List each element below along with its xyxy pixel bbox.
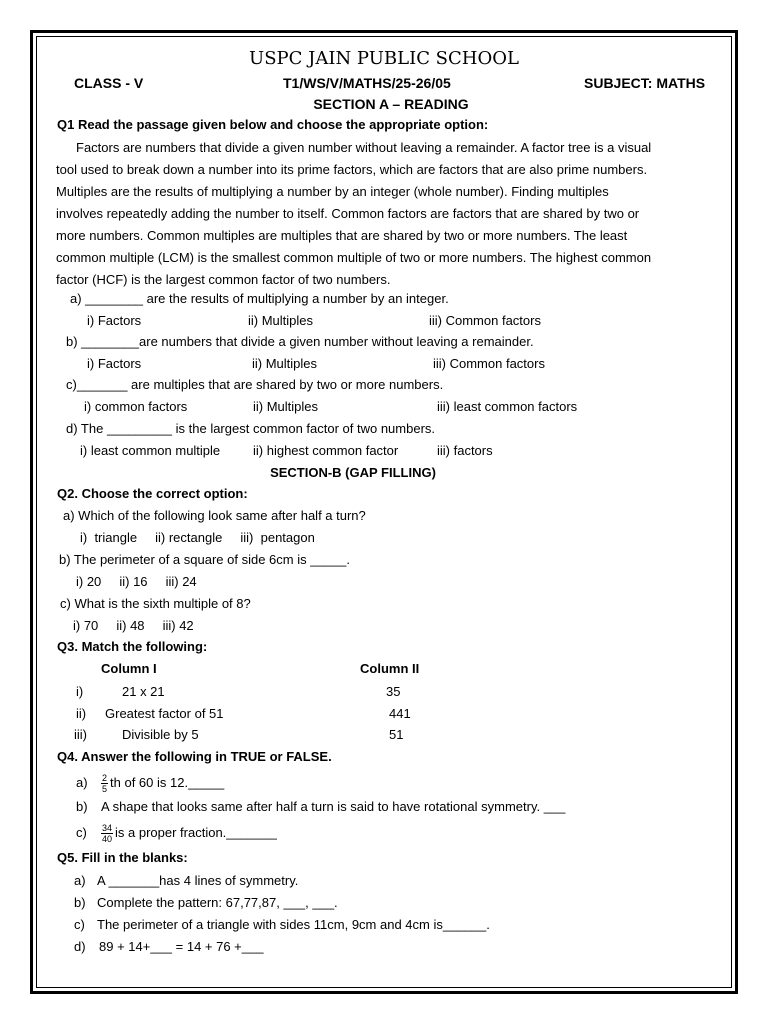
passage-line: Multiples are the results of multiplying a number by an integer (whole number). Finding multiples bbox=[56, 184, 609, 199]
passage-line: tool used to break down a number into its prime factors, which are factors that are also prime numbers. bbox=[56, 162, 648, 177]
section-a-heading: SECTION A – READING bbox=[313, 96, 469, 112]
q1c-option-1: i) common factors bbox=[84, 399, 188, 414]
q2c-question: c) What is the sixth multiple of 8? bbox=[60, 596, 251, 611]
q1c-question: c)_______ are multiples that are shared by two or more numbers. bbox=[66, 377, 444, 392]
q5d-statement: 89 + 14+___ = 14 + 76 +___ bbox=[99, 939, 264, 954]
q2a-question: a) Which of the following look same after half a turn? bbox=[63, 508, 366, 523]
match-row-number: ii) bbox=[76, 706, 87, 721]
q4-title: Q4. Answer the following in TRUE or FALSE. bbox=[57, 749, 332, 764]
q1b-option-1: i) Factors bbox=[87, 356, 142, 371]
q2b-options: i) 20 ii) 16 iii) 24 bbox=[76, 574, 197, 589]
match-row-right: 35 bbox=[386, 684, 401, 699]
match-row-left: Greatest factor of 51 bbox=[105, 706, 224, 721]
q4c-statement: $\frac{34}{40}$ is a proper fraction._______ bbox=[102, 822, 277, 844]
match-row-number: i) bbox=[76, 684, 84, 699]
q2-title: Q2. Choose the correct option: bbox=[57, 486, 248, 501]
school-name: USPC JAIN PUBLIC SCHOOL bbox=[249, 48, 519, 69]
q1c-option-3: iii) least common factors bbox=[437, 399, 578, 414]
worksheet-code: T1/WS/V/MATHS/25-26/05 bbox=[283, 75, 451, 91]
column-1-header: Column I bbox=[101, 661, 157, 676]
q2a-options: i) triangle ii) rectangle iii) pentagon bbox=[80, 530, 315, 545]
passage-line: more numbers. Common multiples are multiples that are shared by two or more numbers. The least bbox=[56, 228, 628, 243]
q1d-option-3: iii) factors bbox=[437, 443, 493, 458]
passage-line: Factors are numbers that divide a given number without leaving a remainder. A factor tree is a visual bbox=[76, 140, 652, 155]
passage-line: factor (HCF) is the largest common factor of two numbers. bbox=[56, 272, 391, 287]
q1d-option-1: i) least common multiple bbox=[80, 443, 221, 458]
q1b-option-2: ii) Multiples bbox=[252, 356, 318, 371]
q1a-question: a) ________ are the results of multiplying a number by an integer. bbox=[70, 291, 449, 306]
passage-line: common multiple (LCM) is the smallest common multiple of two or more numbers. The highest common bbox=[56, 250, 652, 265]
passage-line: involves repeatedly adding the number to itself. Common factors are factors that are shared by two or bbox=[56, 206, 640, 221]
q5a-label: a) bbox=[74, 873, 86, 888]
q3-title: Q3. Match the following: bbox=[57, 639, 208, 654]
match-row-right: 51 bbox=[389, 727, 404, 742]
match-row-left: 21 x 21 bbox=[122, 684, 165, 699]
q1c-option-2: ii) Multiples bbox=[253, 399, 319, 414]
q4a-statement: $\frac{2}{5}$ th of 60 is 12._____ bbox=[102, 772, 225, 794]
q1a-option-3: iii) Common factors bbox=[429, 313, 541, 328]
q5a-statement: A _______has 4 lines of symmetry. bbox=[97, 873, 299, 888]
q2b-question: b) The perimeter of a square of side 6cm is _____. bbox=[59, 552, 350, 567]
match-row-number: iii) bbox=[74, 727, 87, 742]
q4c-label: c) bbox=[76, 825, 87, 840]
match-row-right: 441 bbox=[389, 706, 411, 721]
q1-title: Q1 Read the passage given below and choose the appropriate option: bbox=[57, 117, 489, 132]
class-label: CLASS - V bbox=[74, 75, 144, 91]
q1d-option-2: ii) highest common factor bbox=[253, 443, 399, 458]
q1b-option-3: iii) Common factors bbox=[433, 356, 545, 371]
column-2-header: Column II bbox=[360, 661, 420, 676]
q1-passage bbox=[56, 137, 716, 291]
q5-title: Q5. Fill in the blanks: bbox=[57, 850, 188, 865]
q5c-statement: The perimeter of a triangle with sides 11cm, 9cm and 4cm is______. bbox=[97, 917, 490, 932]
section-b-heading: SECTION-B (GAP FILLING) bbox=[270, 465, 436, 480]
q4b-statement: A shape that looks same after half a turn is said to have rotational symmetry. ___ bbox=[101, 799, 566, 814]
q1a-option-1: i) Factors bbox=[87, 313, 142, 328]
subject-label: SUBJECT: MATHS bbox=[584, 75, 706, 91]
q5b-label: b) bbox=[74, 895, 86, 910]
q2c-options: i) 70 ii) 48 iii) 42 bbox=[73, 618, 194, 633]
match-row-left: Divisible by 5 bbox=[122, 727, 199, 742]
q4b-label: b) bbox=[76, 799, 88, 814]
q1d-question: d) The _________ is the largest common factor of two numbers. bbox=[66, 421, 436, 436]
q5c-label: c) bbox=[74, 917, 85, 932]
fraction: $\frac{2}{5}$ bbox=[102, 772, 108, 794]
q1a-option-2: ii) Multiples bbox=[248, 313, 314, 328]
q5b-statement: Complete the pattern: 67,77,87, ___, ___. bbox=[97, 895, 338, 910]
q5d-label: d) bbox=[74, 939, 86, 954]
q1b-question: b) ________are numbers that divide a given number without leaving a remainder. bbox=[66, 334, 534, 349]
q4a-label: a) bbox=[76, 775, 88, 790]
fraction: $\frac{34}{40}$ bbox=[102, 822, 113, 844]
